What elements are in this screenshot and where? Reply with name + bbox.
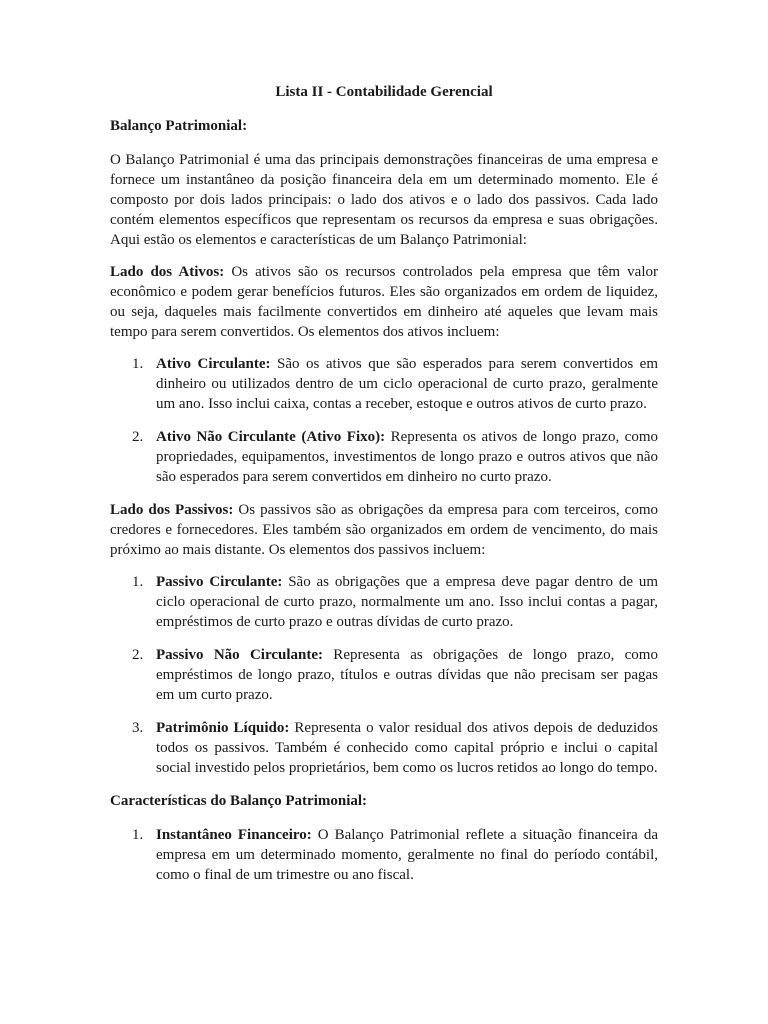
list-item-term: Instantâneo Financeiro: (156, 827, 312, 843)
intro-paragraph: O Balanço Patrimonial é uma das principais demonstrações financeiras de uma empresa e fornece um instantâneo da posição financeira dela em um determinado momento. Ele é composto por dois lados principais: o lado dos ativos e o lado dos passivos. Cada lado contém elementos específicos que representam os recursos da empresa e suas obrigações. Aqui estão os elementos e características de um Balanço Patrimonial: (110, 152, 658, 248)
ativos-list (110, 354, 658, 487)
passivos-paragraph (110, 500, 658, 560)
list-item (110, 354, 658, 414)
ativos-text: Os ativos são os recursos controlados pela empresa que têm valor econômico e podem gerar benefícios futuros. Eles são organizados em ordem de liquidez, ou seja, daqueles mais facilmente convertidos em dinheiro até aqueles que levam mais tempo para serem convertidos. Os elementos dos ativos incluem: (110, 264, 658, 340)
caracteristicas-list (110, 825, 658, 885)
list-number: 3. (132, 720, 144, 736)
list-item-term: Patrimônio Líquido: (156, 720, 290, 736)
list-number: 1. (132, 356, 144, 372)
ativos-lead: Lado dos Ativos: (110, 264, 225, 280)
list-item-text: O Balanço Patrimonial reflete a situação financeira da empresa em um determinado momento, geralmente no final do período contábil, como o final de um trimestre ou ano fiscal. (156, 827, 659, 883)
document-title: Lista II - Contabilidade Gerencial (275, 84, 493, 100)
list-number: 2. (132, 647, 144, 663)
list-item (110, 825, 658, 885)
list-number: 2. (132, 429, 144, 445)
section-heading-balanco: Balanço Patrimonial: (110, 118, 248, 134)
list-item-text: Representa o valor residual dos ativos depois de deduzidos todos os passivos. Também é conhecido como capital próprio e inclui o capital social investido pelos proprietários, bem como os lucros retidos ao longo do tempo. (156, 720, 658, 776)
passivos-list (110, 572, 658, 778)
list-item (110, 427, 658, 487)
list-item-text: São as obrigações que a empresa deve pagar dentro de um ciclo operacional de curto prazo, normalmente um ano. Isso inclui contas a pagar, empréstimos de curto prazo e outras dívidas de curto prazo. (156, 574, 658, 630)
passivos-lead: Lado dos Passivos: (110, 502, 234, 518)
list-item-term: Ativo Não Circulante (Ativo Fixo): (156, 429, 386, 445)
list-item (110, 718, 658, 778)
list-item-text: Representa os ativos de longo prazo, como propriedades, equipamentos, investimentos de longo prazo e outros ativos que não são esperados para serem convertidos em dinheiro no curto prazo. (156, 429, 659, 485)
list-number: 1. (132, 827, 144, 843)
section-heading-caracteristicas: Características do Balanço Patrimonial: (110, 793, 368, 809)
list-item-term: Ativo Circulante: (156, 356, 271, 372)
list-item-text: Representa as obrigações de longo prazo, como empréstimos de longo prazo, títulos e outras dívidas que não precisam ser pagas em um curto prazo. (156, 647, 658, 703)
list-item-text: São os ativos que são esperados para serem convertidos em dinheiro ou utilizados dentro de um ciclo operacional de curto prazo, geralmente um ano. Isso inclui caixa, contas a receber, estoque e outros ativos de curto prazo. (156, 356, 658, 412)
list-item-term: Passivo Não Circulante: (156, 647, 323, 663)
list-number: 1. (132, 574, 144, 590)
passivos-text: Os passivos são as obrigações da empresa para com terceiros, como credores e fornecedores. Eles também são organizados em ordem de vencimento, do mais próximo ao mais distante. Os elementos dos passivos incluem: (110, 502, 658, 558)
list-item (110, 645, 658, 705)
list-item-term: Passivo Circulante: (156, 574, 283, 590)
list-item (110, 572, 658, 632)
ativos-paragraph (110, 262, 658, 342)
